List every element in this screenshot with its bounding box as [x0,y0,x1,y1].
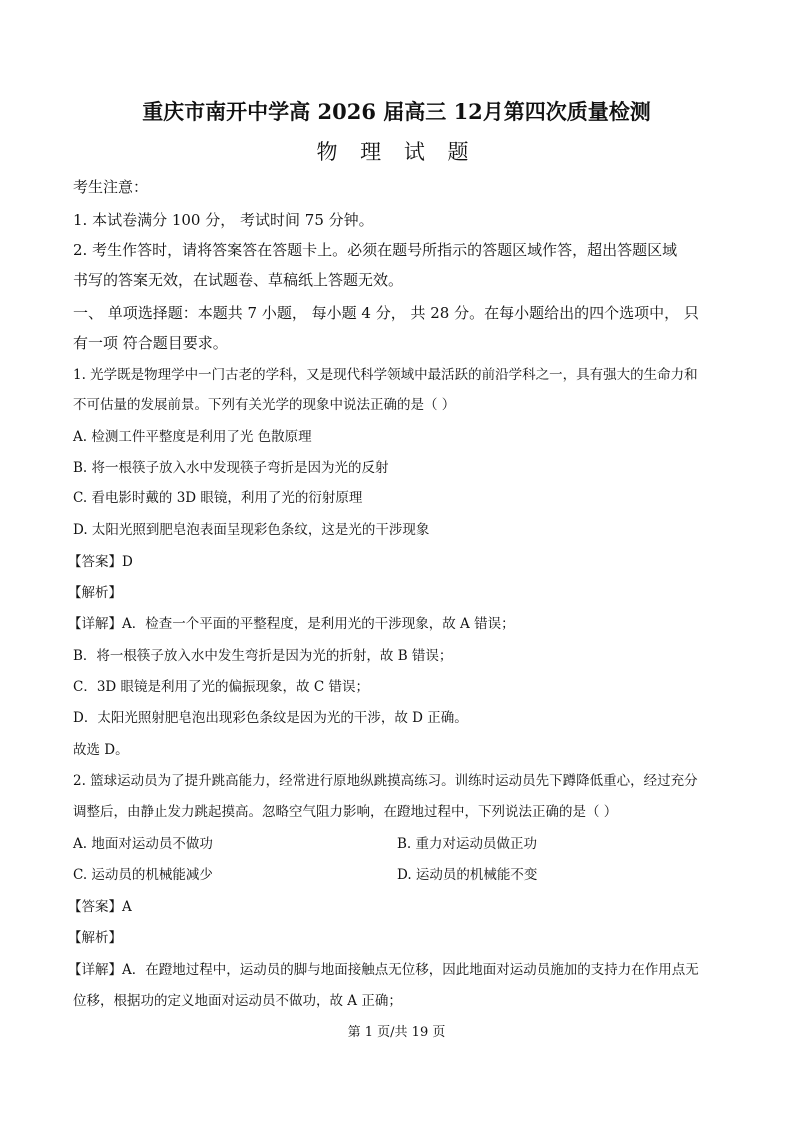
question-2-option-b: B. 重力对运动员做正功 [397,836,538,852]
question-2-stem-line-1: 2. 篮球运动员为了提升跳高能力，经常进行原地纵跳摸高练习。训练时运动员先下蹲降低重心，经过充分 [73,773,698,789]
question-2-analysis-label: 【解析】 [68,930,122,946]
exam-subtitle: 物 理 试 题 [316,140,477,164]
notice-item-2-line-1: 2. 考生作答时，请将答案答在答题卡上。必须在题号所指示的答题区域作答，超出答题区域 [73,241,678,259]
exam-title: 重庆市南开中学高 2026 届高三 12月第四次质量检测 [142,99,651,124]
section-1-heading-line-2: 有一项 符合题目要求。 [73,334,228,352]
question-1-option-a: A. 检测工件平整度是利用了光 色散原理 [73,429,312,445]
question-2-option-c: C. 运动员的机械能减少 [73,867,213,883]
question-2-option-a: A. 地面对运动员不做功 [73,836,213,852]
question-2-stem-line-2: 调整后，由静止发力跳起摸高。忽略空气阻力影响，在蹬地过程中，下列说法正确的是（ ） [73,804,618,820]
notice-item-2-line-2: 书写的答案无效，在试题卷、草稿纸上答题无效。 [73,271,404,289]
section-1-heading-line-1: 一、 单项选择题：本题共 7 小题， 每小题 4 分， 共 28 分。在每小题给出的四个选项中， 只 [73,304,699,322]
question-1-stem-line-1: 1. 光学既是物理学中一门古老的学科，又是现代科学领域中最活跃的前沿学科之一，具有强大的生命力和 [73,367,698,383]
question-1-answer: 【答案】D [68,554,133,570]
question-2-detail-1: 【详解】A．在蹬地过程中，运动员的脚与地面接触点无位移，因此地面对运动员施加的支持力在作用点无 [68,962,699,978]
question-1-detail-2: B．将一根筷子放入水中发生弯折是因为光的折射，故 B 错误； [73,648,453,664]
question-1-option-b: B. 将一根筷子放入水中发现筷子弯折是因为光的反射 [73,460,389,476]
question-1-detail-4: D．太阳光照射肥皂泡出现彩色条纹是因为光的干涉，故 D 正确。 [73,710,468,726]
notice-heading: 考生注意： [73,178,149,196]
question-2-detail-2: 位移，根据功的定义地面对运动员不做功，故 A 正确； [73,993,402,1009]
question-1-stem-line-2: 不可估量的发展前景。下列有关光学的现象中说法正确的是（ ） [73,397,456,413]
notice-item-1: 1. 本试卷满分 100 分， 考试时间 75 分钟。 [73,211,374,229]
question-1-analysis-label: 【解析】 [68,585,122,601]
question-1-conclusion: 故选 D。 [73,742,129,758]
question-2-option-d: D. 运动员的机械能不变 [397,867,538,883]
question-2-answer: 【答案】A [68,899,132,915]
page-footer: 第 1 页/共 19 页 [347,1025,446,1040]
question-1-option-c: C. 看电影时戴的 3D 眼镜，利用了光的衍射原理 [73,490,363,506]
question-1-detail-3: C．3D 眼镜是利用了光的偏振现象，故 C 错误； [73,679,369,695]
question-1-detail-1: 【详解】A．检查一个平面的平整程度，是利用光的干涉现象，故 A 错误； [68,616,515,632]
question-1-option-d: D. 太阳光照到肥皂泡表面呈现彩色条纹，这是光的干涉现象 [73,522,430,538]
